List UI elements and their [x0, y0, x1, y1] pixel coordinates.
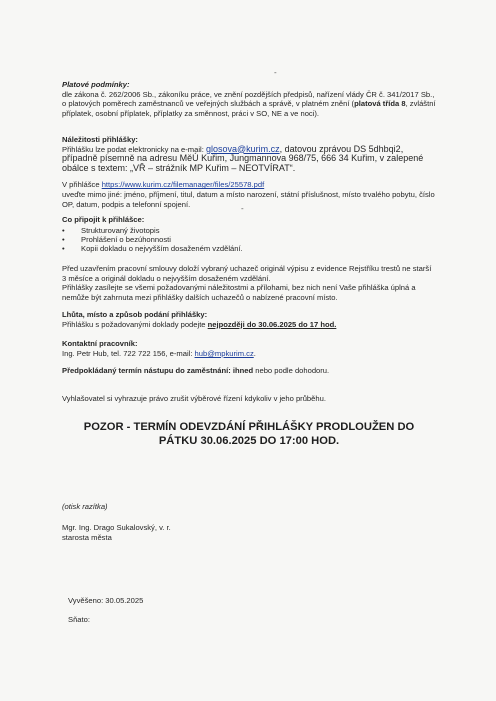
- section-vyhrada: [62, 394, 436, 404]
- deadline-text: nejpozději do 30.06.2025 do 17 hod.: [207, 319, 337, 329]
- section-lhuta: [62, 310, 436, 329]
- text-lhuta: Přihlášku s požadovanými doklady podejte nejpozději do 30.06.2025 do 17 hod.: [62, 319, 337, 329]
- signature-block: [62, 523, 436, 542]
- text-vyhrada: Vyhlašovatel si vyhrazuje právo zrušit výběrové řízení kdykoliv v jeho průběhu.: [62, 394, 326, 403]
- heading-platove-podminky: Platové podmínky:: [62, 80, 130, 89]
- email-link-hub[interactable]: hub@mpkurim.cz: [194, 348, 254, 358]
- platova-trida: platová třída 8: [354, 99, 406, 109]
- section-nalezitosti: [62, 135, 436, 209]
- list-item: • Prohlášení o bezúhonnosti: [62, 235, 436, 244]
- signature-role: starosta města: [62, 532, 112, 542]
- form-pdf-link[interactable]: https://www.kurim.cz/filemanager/files/25578.pdf: [101, 180, 265, 190]
- heading-nalezitosti: Náležitosti přihlášky:: [62, 135, 138, 144]
- text-prihlasky: Přihlášky zasílejte se všemi požadovanými náležitostmi a přílohami, bez nich není Vaše přihláška úplná a nemůže být zahrnuta mezi přihlášky dalších uchazečů o nabízené pracovní místo.: [62, 283, 416, 302]
- text-nalezitosti: Přihlášku lze podat elektronicky na e-mail: glosova@kurim.cz, datovou zprávou DS 5dhbqi2, případně písemně na adresu MěÚ Kuřim, Jungmannova 968/75, 666 34 Kuřim, v zalepené obálce s textem: „VŘ – strážník MP Kuřim – NEOTVÍRAT“.: [62, 143, 424, 173]
- text-platove-podminky: dle zákona č. 262/2006 Sb., zákoníku práce, ve znění pozdějších předpisů, nařízení vlády ČR č. 341/2017 Sb., o platových poměrech zaměstnanců ve veřejných službách a správě, v platném znění (platová třída 8, zvláštní příplatek, osobní příplatek, příplatky za směnnost, práci v SO, NE a ve noci).: [62, 89, 436, 118]
- section-nastup: [62, 366, 436, 376]
- section-pripojit: [62, 215, 436, 254]
- scan-mark: -: [241, 204, 244, 213]
- posting-dates: [68, 596, 442, 624]
- stamp-text: (otisk razítka): [62, 502, 108, 511]
- deadline-notice: [62, 420, 436, 448]
- list-item: • Strukturovaný životopis: [62, 226, 436, 235]
- email-link-glosova[interactable]: glosova@kurim.cz: [205, 143, 280, 154]
- text-rejstrik: Před uzavřením pracovní smlouvy doloží vybraný uchazeč originál výpisu z evidence Rejstříku trestů ne starší 3 měsíce a originál dokladu o nejvyšším dosaženém vzdělání.: [62, 264, 432, 283]
- heading-kontakt: Kontaktní pracovník:: [62, 339, 138, 348]
- stamp-placeholder: [62, 502, 436, 512]
- scan-mark: -: [274, 68, 277, 77]
- list-item: • Kopii dokladu o nejvyšším dosaženém vzdělání.: [62, 244, 436, 253]
- vyveseno-date: Vyvěšeno: 30.05.2025: [68, 596, 144, 605]
- section-platove-podminky: [62, 80, 436, 118]
- text-kontakt: Ing. Petr Hub, tel. 722 722 156, e-mail: hub@mpkurim.cz.: [62, 348, 256, 358]
- heading-pripojit: Co připojit k přihlášce:: [62, 215, 145, 224]
- text-form: V přihlášce https://www.kurim.cz/filemanager/files/25578.pdf uveďte mimo jiné: jméno, příjmení, titul, datum a místo narození, státní příslušnost, místo trvalého pobytu, číslo OP, datum, podpis a telefonní spojení.: [62, 180, 435, 209]
- attachments-list: [62, 226, 436, 254]
- sejmuto-date: Sňato:: [68, 614, 90, 624]
- signature-name: Mgr. Ing. Drago Sukalovský, v. r.: [62, 523, 171, 532]
- notice-line-2: PÁTKU 30.06.2025 DO 17:00 HOD.: [158, 435, 340, 448]
- notice-line-1: POZOR - TERMÍN ODEVZDÁNÍ PŘIHLÁŠKY PRODLOUŽEN DO: [83, 421, 415, 433]
- section-kontakt: [62, 339, 436, 358]
- heading-lhuta: Lhůta, místo a způsob podání přihlášky:: [62, 310, 208, 319]
- section-info: [62, 264, 436, 302]
- text-nastup: Předpokládaný termín nástupu do zaměstnání: ihned nebo podle dohodoru.: [62, 366, 330, 375]
